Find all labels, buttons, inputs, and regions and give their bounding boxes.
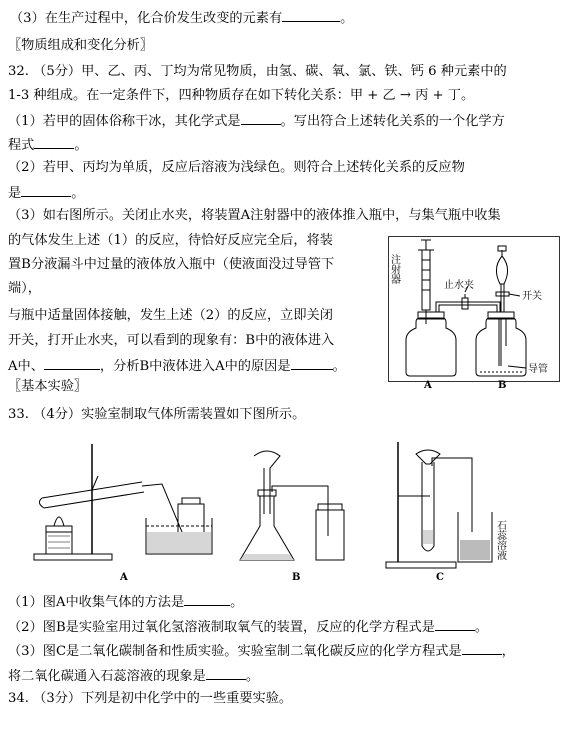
- label-clamp: 止水夹: [444, 280, 474, 291]
- answer-blank[interactable]: [206, 666, 246, 680]
- q32-part3-line4: 端），: [8, 281, 41, 296]
- apparatus-figure-ab: [388, 236, 560, 391]
- q32-part2-line1: （2）若甲、丙均为单质，反应后溶液为浅绿色。则符合上述转化关系的反应物: [8, 160, 465, 175]
- line-q31-3: （3）在生产过程中，化合价发生改变的元素有 。: [10, 8, 353, 28]
- answer-blank[interactable]: [241, 111, 281, 125]
- label-apparatus-a: A: [120, 572, 128, 583]
- q32-part1-line1: （1）若甲的固体俗称干冰，其化学式是 。写出符合上述转化关系的一个化学方: [8, 111, 505, 131]
- answer-blank[interactable]: [184, 592, 230, 606]
- label-syringe: 注射器: [388, 254, 400, 284]
- q33-part3-line2: 将二氧化碳通入石蕊溶液的现象是 。: [8, 666, 259, 686]
- label-tube: 导管: [528, 364, 548, 375]
- q33-part2: （2）图B是实验室用过氧化氢溶液制取氧气的装置，反应的化学方程式是 。: [8, 617, 488, 637]
- answer-blank[interactable]: [462, 641, 502, 655]
- answer-blank[interactable]: [282, 8, 340, 22]
- q32-part3-line6: 开关，打开止水夹，可以看到的现象有：B中的液体进入: [8, 333, 335, 348]
- answer-blank[interactable]: [435, 617, 475, 631]
- q33-part1: （1）图A中收集气体的方法是 。: [8, 592, 243, 612]
- label-apparatus-b: B: [292, 572, 301, 583]
- answer-blank[interactable]: [44, 356, 100, 370]
- label-switch: 开关: [522, 291, 542, 302]
- q33-part3-line1: （3）图C是二氧化碳制备和性质实验。实验室制二氧化碳反应的化学方程式是 ，: [8, 641, 515, 661]
- label-bottle-b: B: [498, 380, 507, 391]
- q33-stem: 33. （4分）实验室制取气体所需装置如下图所示。: [8, 407, 306, 422]
- answer-blank[interactable]: [21, 183, 71, 197]
- q32-stem-line2: 1-3 种组成。在一定条件下，四种物质存在如下转化关系：甲 + 乙 → 丙 + 丁。: [8, 88, 475, 103]
- label-litmus-solution: 石蕊溶液: [494, 520, 506, 560]
- q32-stem-line1: 32. （5分）甲、乙、丙、丁均为常见物质，由氢、碳、氧、氯、铁、钙 6 种元素中的: [8, 64, 507, 79]
- section-heading-composition: 〖物质组成和变化分析〗: [8, 38, 154, 53]
- answer-blank[interactable]: [291, 356, 333, 370]
- q32-part3-line2: 的气体发生上述（1）的反应，待恰好反应完全后，将装: [8, 233, 333, 248]
- q32-part3-line7: A中、 ，分析B中液体进入A中的原因是 。: [8, 356, 346, 376]
- q32-part2-line2: 是 。: [8, 183, 84, 203]
- q32-part3-line3: 置B分液漏斗中过量的液体放入瓶中（使液面没过导管下: [8, 257, 335, 272]
- section-heading-experiment: 〖基本实验〗: [8, 379, 88, 394]
- q34-stem: 34. （3分）下列是初中化学中的一些重要实验。: [8, 691, 293, 706]
- q32-part3-line5: 与瓶中适量固体接触，发生上述（2）的反应，立即关闭: [8, 308, 333, 323]
- q32-part3-line1: （3）如右图所示。关闭止水夹，将装置A注射器中的液体推入瓶中，与集气瓶中收集: [8, 208, 501, 223]
- gas-apparatus-figure-abc: [32, 436, 552, 584]
- q32-part1-line2: 程式 。: [8, 135, 88, 155]
- label-apparatus-c: C: [436, 572, 444, 583]
- answer-blank[interactable]: [34, 135, 74, 149]
- label-bottle-a: A: [424, 380, 432, 391]
